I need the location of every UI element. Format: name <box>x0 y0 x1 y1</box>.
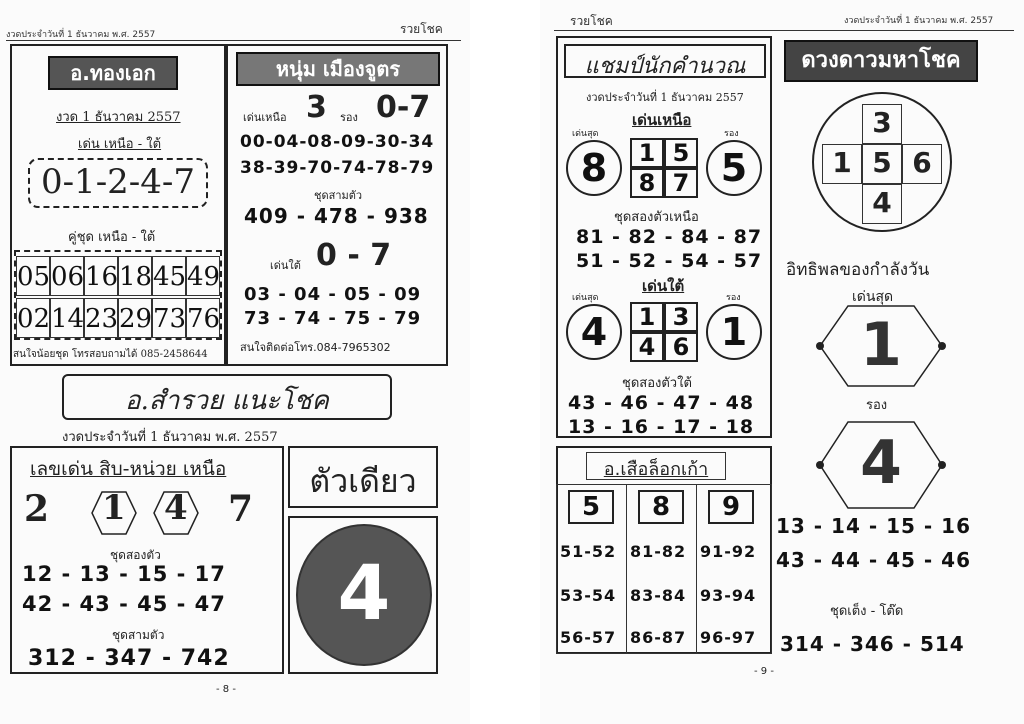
set-label: ชุดเต็ง - โต๊ด <box>830 604 904 619</box>
north-label: เด่นเหนือ <box>243 111 287 124</box>
south-grid-cell: 1 <box>630 302 664 332</box>
champ-north-row-1: 81 - 82 - 84 - 87 <box>576 226 763 248</box>
two-south-label: ชุดสองตัวใต้ <box>622 376 692 391</box>
pair-cell: 14 <box>50 298 84 338</box>
three-row-2: 312 - 347 - 742 <box>28 646 230 671</box>
suealok-title: อ.เสือล็อกเก้า <box>603 459 709 480</box>
digit-1: 2 <box>24 488 50 530</box>
sibnuay-title: เลขเด่น สิบ-หน่วย เหนือ <box>30 458 227 480</box>
pair-cell: 18 <box>118 256 152 296</box>
circle-bottom: 4 <box>872 186 892 219</box>
champ-south-label: เด่นใต้ <box>642 277 685 295</box>
nummueang-contact: สนใจติดต่อโทร.084-7965302 <box>240 341 391 354</box>
north-row-2: 38-39-70-74-78-79 <box>240 158 435 178</box>
north-rong-label: รอง <box>724 129 739 139</box>
left-page-number: - 8 - <box>216 684 236 695</box>
south-label: เด่นใต้ <box>270 259 301 272</box>
champ-title: แชมป์นักคำนวณ <box>584 54 746 79</box>
three-label: ชุดสามตัว <box>314 189 363 202</box>
south-grid-cell: 3 <box>664 302 698 332</box>
north-sub: 0-7 <box>376 90 431 125</box>
suealok-cell: 93-94 <box>700 586 757 605</box>
thongek-contact: สนใจน้อยชุด โทรสอบถามได้ 085-2458644 <box>13 349 208 360</box>
digit-2: 1 <box>102 488 126 528</box>
circle-mid: 5 <box>872 146 892 179</box>
south-main: 0 - 7 <box>316 238 392 273</box>
north-top-label: เด่นสุด <box>572 129 599 139</box>
right-page-number: - 9 - <box>754 666 774 677</box>
right-header-title: รวยโชค <box>570 14 613 28</box>
suealok-cell: 96-97 <box>700 628 757 647</box>
suealok-cell: 53-54 <box>560 586 617 605</box>
pair-cell: 76 <box>186 298 220 338</box>
south-row-2: 73 - 74 - 75 - 79 <box>244 308 422 329</box>
south-row-1: 03 - 04 - 05 - 09 <box>244 284 422 305</box>
suealok-head: 8 <box>638 490 684 524</box>
duangdao-rong-label: รอง <box>866 398 888 413</box>
north-rong-label: รอง <box>340 111 358 124</box>
south-top-circle: 4 <box>566 304 622 360</box>
pair-cell: 49 <box>186 256 220 296</box>
pair-cell: 16 <box>84 256 118 296</box>
north-grid-cell: 5 <box>664 138 698 168</box>
nummueang-title: หนุ่ม เมืองจูตร <box>236 52 440 86</box>
two-north-label: ชุดสองตัวเหนือ <box>614 210 699 225</box>
influence-label: อิทธิพลของกำลังวัน <box>786 260 930 280</box>
champ-date: งวดประจำวันที่ 1 ธันวาคม 2557 <box>586 91 744 104</box>
duangdao-title: ดวงดาวมหาโชค <box>784 40 978 82</box>
suealok-head: 5 <box>568 490 614 524</box>
pair-cell: 06 <box>50 256 84 296</box>
grid-divider <box>626 484 627 654</box>
circle-top: 3 <box>872 106 892 139</box>
north-main: 3 <box>306 90 327 125</box>
digit-4: 7 <box>228 488 254 530</box>
thongek-subtitle: เด่น เหนือ - ใต้ <box>78 137 162 152</box>
pair-cell: 45 <box>152 256 186 296</box>
left-page <box>0 0 470 724</box>
north-row-1: 00-04-08-09-30-34 <box>240 132 435 152</box>
south-rong-circle: 1 <box>706 304 762 360</box>
pair-cell: 23 <box>84 298 118 338</box>
pair-cell: 05 <box>16 256 50 296</box>
north-grid-cell: 1 <box>630 138 664 168</box>
south-grid-cell: 6 <box>664 332 698 362</box>
champ-north-label: เด่นเหนือ <box>632 111 692 129</box>
header-divider <box>6 40 461 41</box>
thongek-title: อ.ทองเอก <box>48 56 178 90</box>
digit-3: 4 <box>164 488 188 528</box>
samruay-date: งวดประจำวันที่ 1 ธันวาคม พ.ศ. 2557 <box>62 430 278 445</box>
right-page <box>540 0 1024 724</box>
two-label: ชุดสองตัว <box>110 548 161 562</box>
duangdao-top-label: เด่นสุด <box>852 289 894 305</box>
left-header-title: รวยโชค <box>400 22 443 36</box>
suealok-cell: 56-57 <box>560 628 617 647</box>
suealok-cell: 86-87 <box>630 628 687 647</box>
duangdao-row-2: 43 - 44 - 45 - 46 <box>776 548 972 572</box>
thongek-main-digits: 0-1-2-4-7 <box>40 162 196 202</box>
suealok-cell: 91-92 <box>700 542 757 561</box>
champ-north-row-2: 51 - 52 - 54 - 57 <box>576 250 763 272</box>
duangdao-row-1: 13 - 14 - 15 - 16 <box>776 514 972 538</box>
thongek-date: งวด 1 ธันวาคม 2557 <box>56 110 181 125</box>
samruay-title: อ.สำรวย แนะโชค <box>125 386 329 416</box>
two-row-2: 42 - 43 - 45 - 47 <box>22 592 226 616</box>
south-rong-label: รอง <box>726 293 741 303</box>
suealok-cell: 51-52 <box>560 542 617 561</box>
circle-mid: 6 <box>912 146 932 179</box>
suealok-cell: 83-84 <box>630 586 687 605</box>
north-rong-circle: 5 <box>706 140 762 196</box>
suealok-cell: 81-82 <box>630 542 687 561</box>
three-row: 409 - 478 - 938 <box>244 204 429 228</box>
north-top-circle: 8 <box>566 140 622 196</box>
north-grid-cell: 8 <box>630 168 664 198</box>
tuadiew-title: ตัวเดียว <box>309 462 417 500</box>
north-grid-cell: 7 <box>664 168 698 198</box>
right-header-date: งวดประจำวันที่ 1 ธันวาคม พ.ศ. 2557 <box>844 16 994 26</box>
south-top-label: เด่นสุด <box>572 293 599 303</box>
header-divider <box>554 30 1014 31</box>
three-label-2: ชุดสามตัว <box>112 628 165 642</box>
two-row-1: 12 - 13 - 15 - 17 <box>22 562 226 586</box>
pair-label: คู่ชุด เหนือ - ใต้ <box>68 230 156 245</box>
suealok-head: 9 <box>708 490 754 524</box>
pair-cell: 02 <box>16 298 50 338</box>
left-header-date: งวดประจำวันที่ 1 ธันวาคม พ.ศ. 2557 <box>6 30 156 40</box>
pair-cell: 73 <box>152 298 186 338</box>
set-row: 314 - 346 - 514 <box>780 632 965 656</box>
south-grid-cell: 4 <box>630 332 664 362</box>
pair-cell: 29 <box>118 298 152 338</box>
tuadiew-digit: 4 <box>337 548 391 637</box>
duangdao-top-digit: 1 <box>860 310 902 380</box>
duangdao-rong-digit: 4 <box>860 428 902 498</box>
grid-divider <box>696 484 697 654</box>
champ-south-row-2: 13 - 16 - 17 - 18 <box>568 416 755 438</box>
circle-mid: 1 <box>832 146 852 179</box>
champ-south-row-1: 43 - 46 - 47 - 48 <box>568 392 755 414</box>
